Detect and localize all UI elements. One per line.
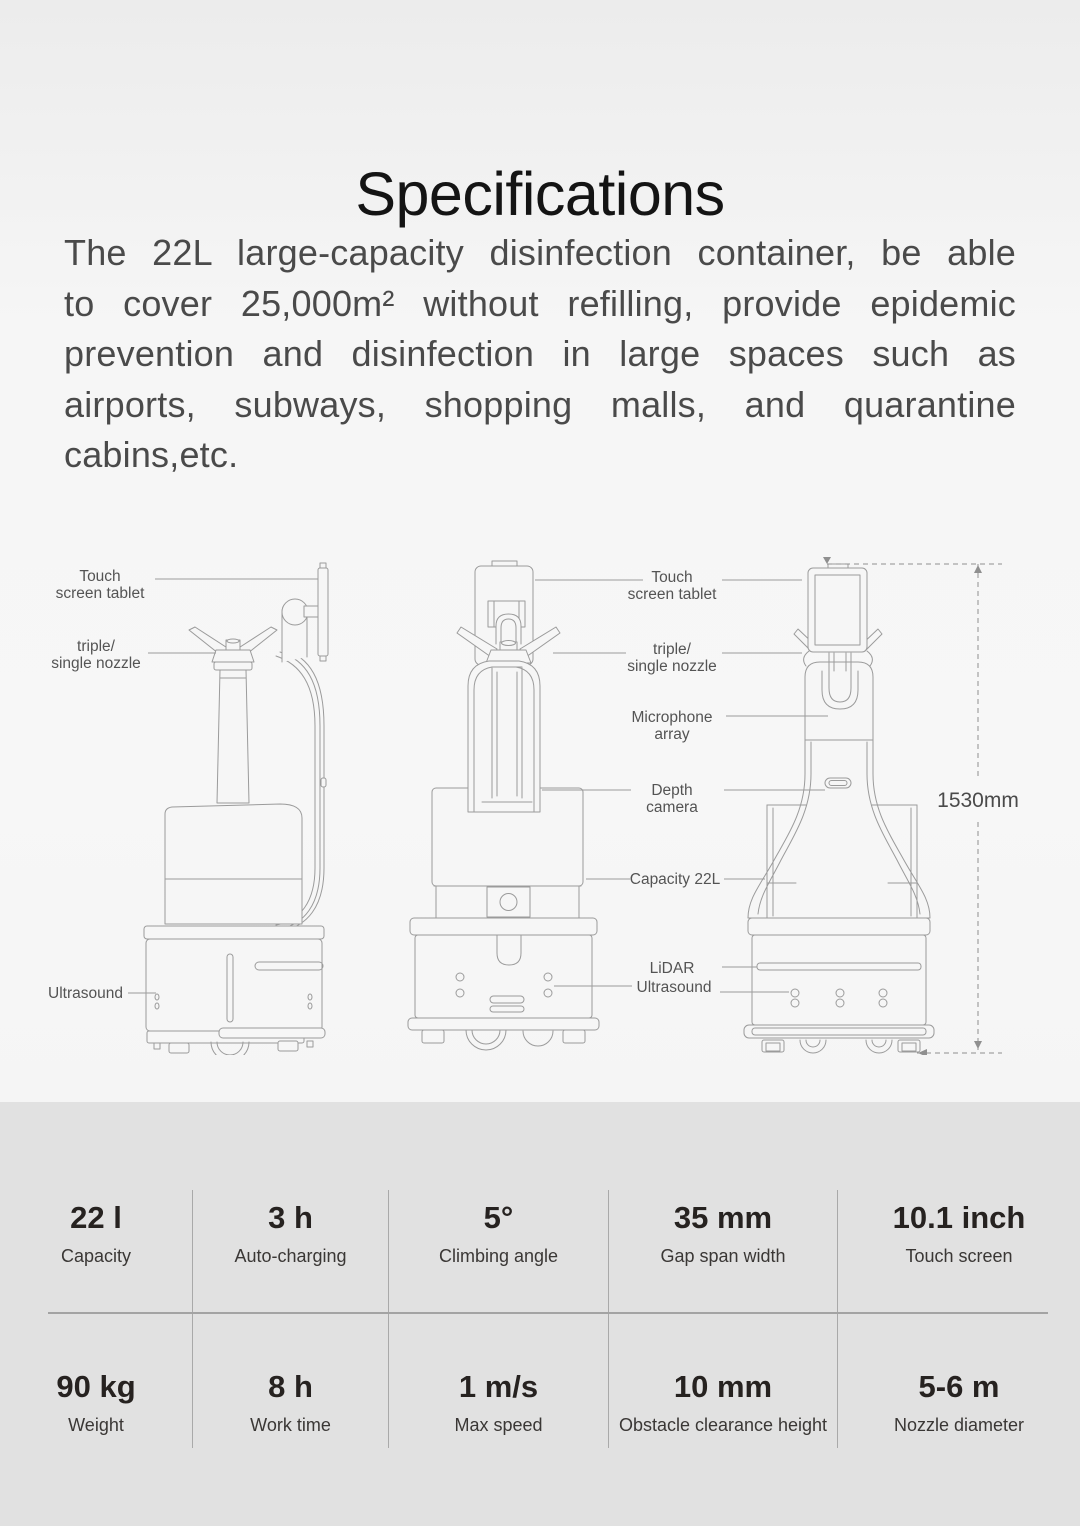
spec-value: 22 l [70,1200,122,1235]
intro-line: The 22L large-capacity disinfection container, be able [64,232,1016,273]
side-label-touch-screen: screen tablet [55,585,145,602]
side-label-nozzle: single nozzle [51,655,141,672]
center-label-ultrasound: Ultrasound [636,979,712,996]
spec-label: Nozzle diameter [893,1415,1025,1435]
intro-line: prevention and disinfection in large spaces such as [64,333,1016,375]
spec-cell-obstacle-clearance [608,1314,837,1448]
spec-cell-gap-span-width [608,1190,837,1312]
side-label-ultrasound: Ultrasound [48,985,123,1002]
spec-label: Capacity [60,1246,132,1266]
spec-label: Work time [250,1415,331,1435]
spec-value: 35 mm [673,1200,773,1235]
spec-cell-work-time [192,1314,388,1448]
intro-line: airports, subways, shopping malls, and quarantine [64,383,1016,425]
spec-label: Weight [68,1415,124,1435]
side-label-nozzle: triple/ [77,638,115,655]
center-label-touch-screen: Touch [651,569,693,586]
center-label-microphone: array [654,726,690,743]
intro-paragraph [64,228,1016,481]
spec-label: Gap span width [660,1246,786,1266]
spec-value: 10 mm [673,1369,773,1404]
side-label-touch-screen: Touch [79,568,121,585]
center-label-touch-screen: screen tablet [627,586,717,603]
spec-value: 3 h [268,1200,313,1235]
intro-line: to cover 25,000m² without refilling, provide epidemic [64,282,1016,324]
spec-label: Touch screen [905,1246,1013,1266]
spec-value: 1 m/s [458,1369,539,1404]
spec-cell-touch-screen [837,1190,1080,1312]
spec-cell-capacity [0,1190,192,1312]
spec-value: 5° [483,1200,514,1235]
height-dimension-label: 1530mm [937,789,1019,812]
side-view-drawing [144,563,328,1055]
center-label-depth-camera: camera [646,799,698,816]
spec-cell-nozzle-diameter [837,1314,1080,1448]
spec-label: Max speed [454,1415,543,1435]
center-label-microphone: Microphone [631,709,713,726]
spec-value: 5-6 m [918,1369,1000,1404]
spec-row [0,1190,1080,1312]
page-title: Specifications [355,159,725,228]
spec-cell-climbing-angle [388,1190,608,1312]
spec-table [0,1102,1080,1526]
spec-cell-weight [0,1314,192,1448]
center-label-lidar: LiDAR [649,960,695,977]
center-label-depth-camera: Depth [651,782,693,799]
intro-line: cabins,etc. [64,434,239,476]
robot-diagram [30,550,1040,1055]
spec-cell-auto-charging [192,1190,388,1312]
spec-value: 10.1 inch [892,1200,1026,1235]
center-label-capacity: Capacity 22L [629,871,721,888]
spec-label: Climbing angle [438,1246,559,1266]
spec-cell-max-speed [388,1314,608,1448]
center-label-nozzle: single nozzle [627,658,717,675]
front-view-drawing [408,561,599,1050]
spec-label: Obstacle clearance height [618,1415,828,1435]
spec-value: 90 kg [56,1369,136,1404]
spec-value: 8 h [268,1369,313,1404]
center-label-nozzle: triple/ [653,641,691,658]
spec-row [0,1314,1080,1448]
spec-label: Auto-charging [234,1246,347,1266]
back-view-drawing [744,564,934,1053]
